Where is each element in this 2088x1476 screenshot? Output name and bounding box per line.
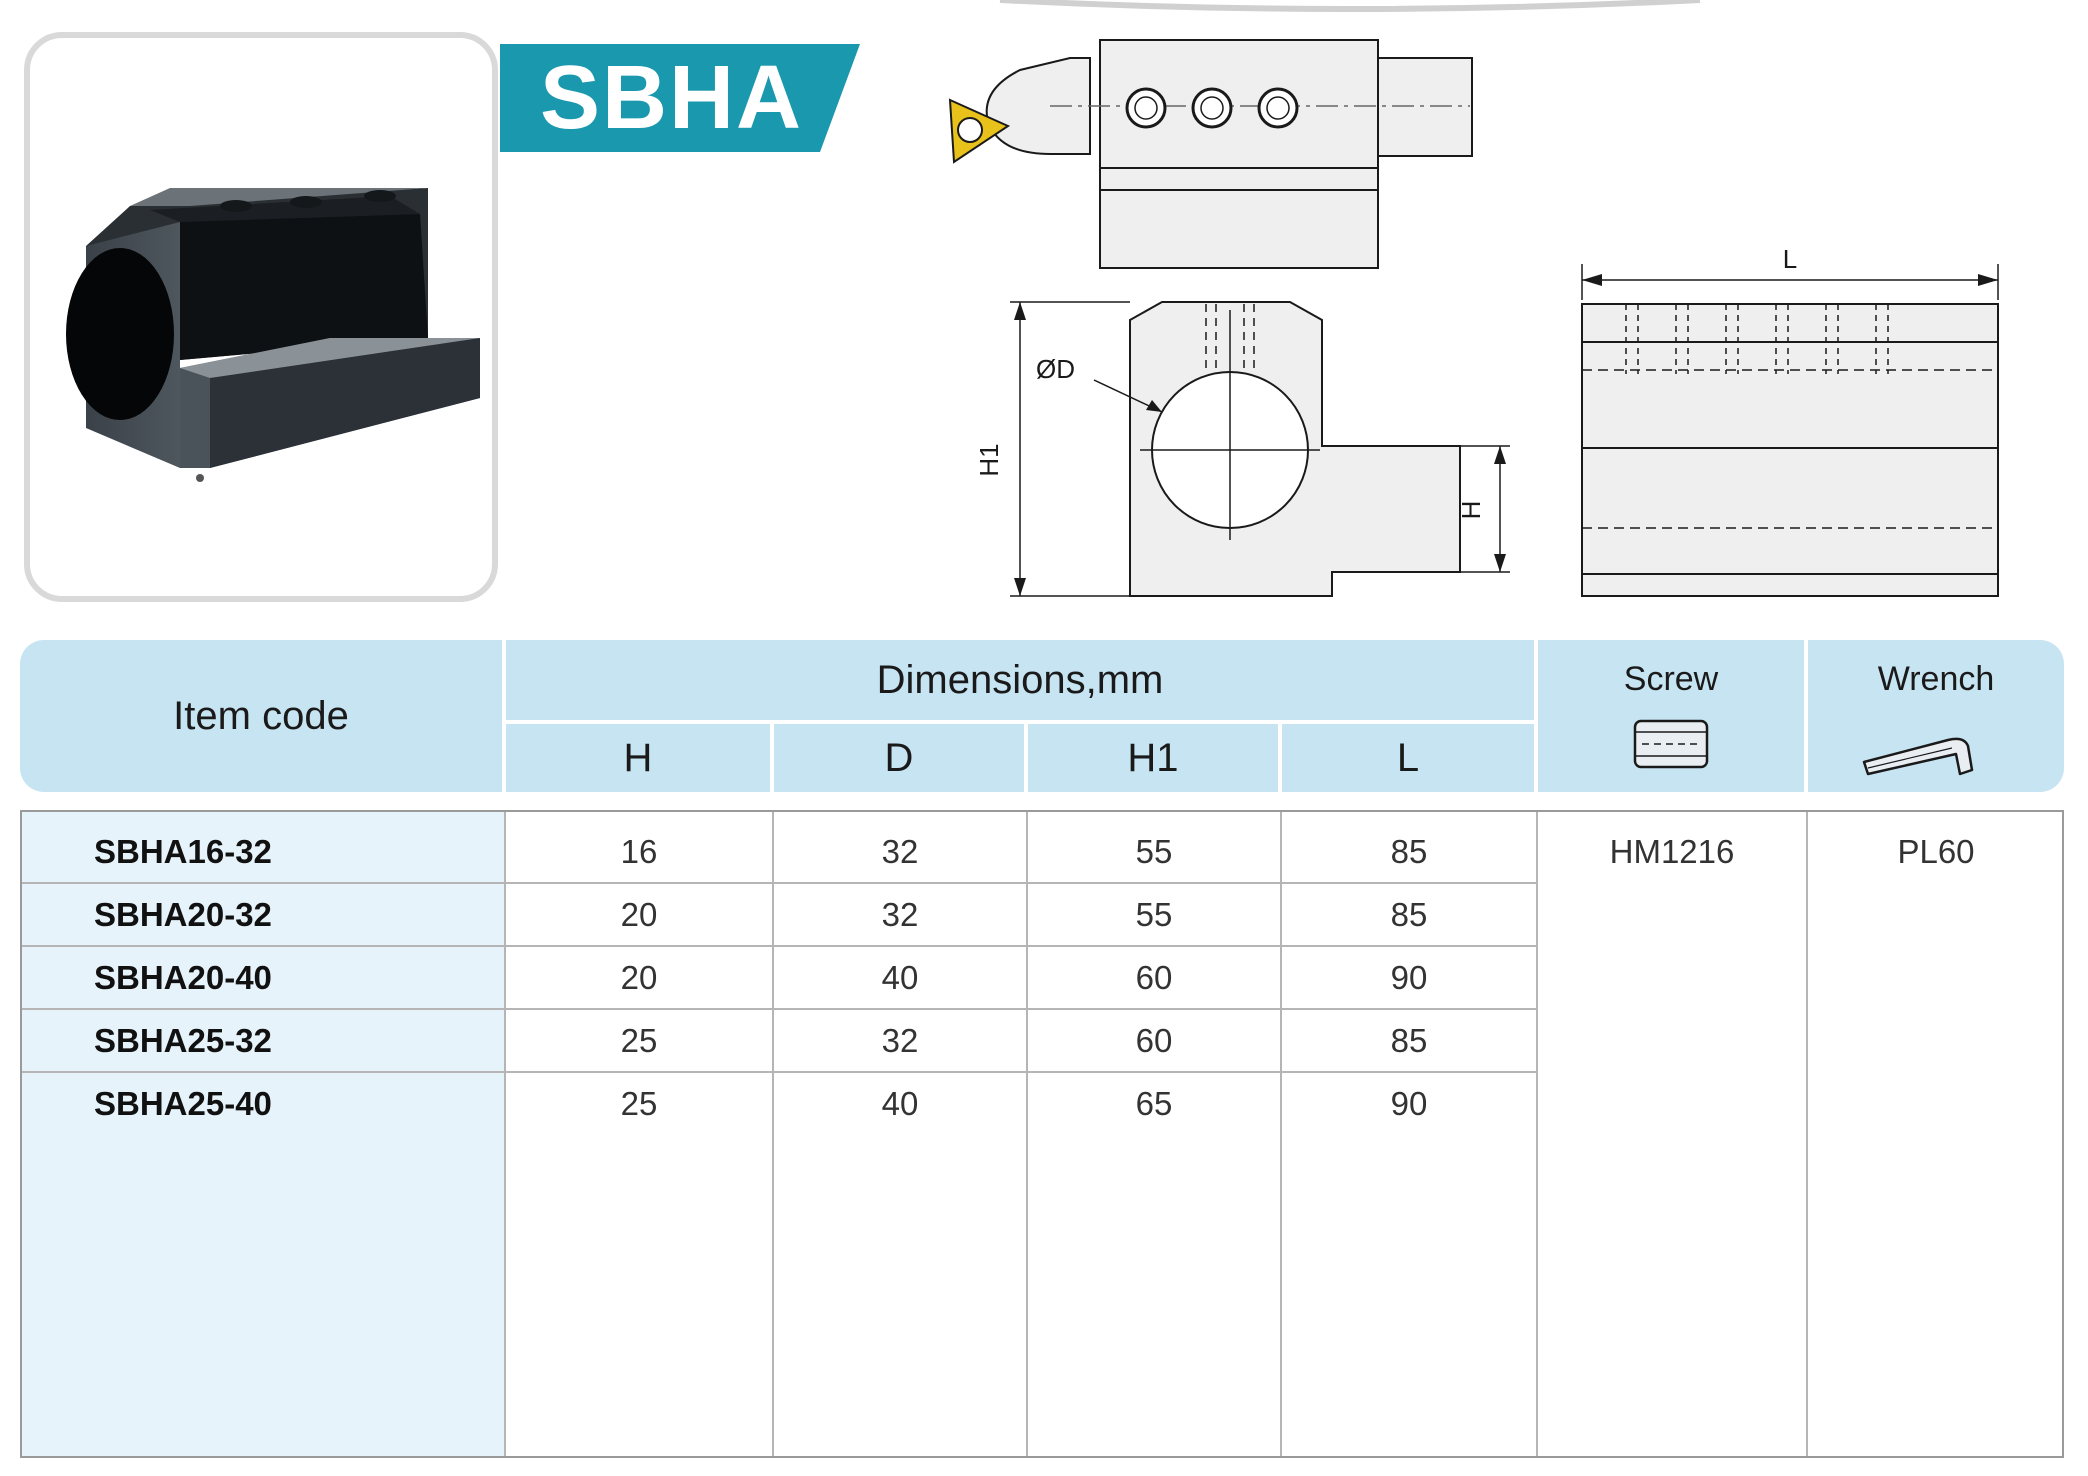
table-cell: 85	[1390, 896, 1428, 933]
header-col-l: L	[1396, 735, 1420, 780]
table-cell: 32	[881, 833, 919, 870]
label-h: H	[1456, 500, 1486, 520]
table-cell: 16	[620, 833, 658, 870]
table-row-code: SBHA25-40	[94, 1085, 272, 1122]
wrench-icon	[1860, 724, 1980, 780]
table-body	[20, 810, 2064, 1458]
page-title: SBHA	[540, 48, 804, 148]
table-row-code: SBHA25-32	[94, 1022, 272, 1059]
side-view-drawing	[1580, 240, 2020, 610]
table-cell: 32	[881, 1022, 919, 1059]
table-cell: 90	[1390, 959, 1428, 996]
product-photo-frame	[24, 32, 498, 602]
screw-value: HM1216	[1609, 833, 1735, 870]
table-cell: 55	[1135, 896, 1173, 933]
top-decorative-arc	[1000, 0, 1700, 12]
table-cell: 60	[1135, 1022, 1173, 1059]
table-cell: 20	[620, 959, 658, 996]
header-col-d: D	[884, 735, 914, 780]
label-diameter: ØD	[1036, 354, 1075, 384]
header-col-h1: H1	[1127, 735, 1179, 780]
header-wrench: Wrench	[1877, 659, 1995, 698]
table-cell: 65	[1135, 1085, 1173, 1122]
table-row-code: SBHA20-40	[94, 959, 272, 996]
wrench-value: PL60	[1897, 833, 1975, 870]
header-col-h: H	[623, 735, 653, 780]
table-cell: 20	[620, 896, 658, 933]
table-row-code: SBHA20-32	[94, 896, 272, 933]
header-item-code: Item code	[173, 693, 349, 738]
table-cell: 85	[1390, 833, 1428, 870]
specification-table	[20, 640, 2064, 1458]
top-view-drawing	[940, 30, 1480, 270]
table-cell: 90	[1390, 1085, 1428, 1122]
table-row-code: SBHA16-32	[94, 833, 272, 870]
table-cell: 32	[881, 896, 919, 933]
table-cell: 60	[1135, 959, 1173, 996]
table-cell: 85	[1390, 1022, 1428, 1059]
label-length: L	[1782, 244, 1798, 274]
tool-block-photo	[30, 38, 492, 596]
screw-icon	[1632, 718, 1710, 770]
header-dimensions: Dimensions,mm	[876, 657, 1164, 702]
table-cell: 55	[1135, 833, 1173, 870]
table-cell: 40	[881, 959, 919, 996]
table-cell: 40	[881, 1085, 919, 1122]
front-view-drawing	[974, 290, 1520, 610]
label-h1: H1	[974, 443, 1004, 477]
table-cell: 25	[620, 1022, 658, 1059]
table-cell: 25	[620, 1085, 658, 1122]
header-screw: Screw	[1623, 659, 1719, 698]
